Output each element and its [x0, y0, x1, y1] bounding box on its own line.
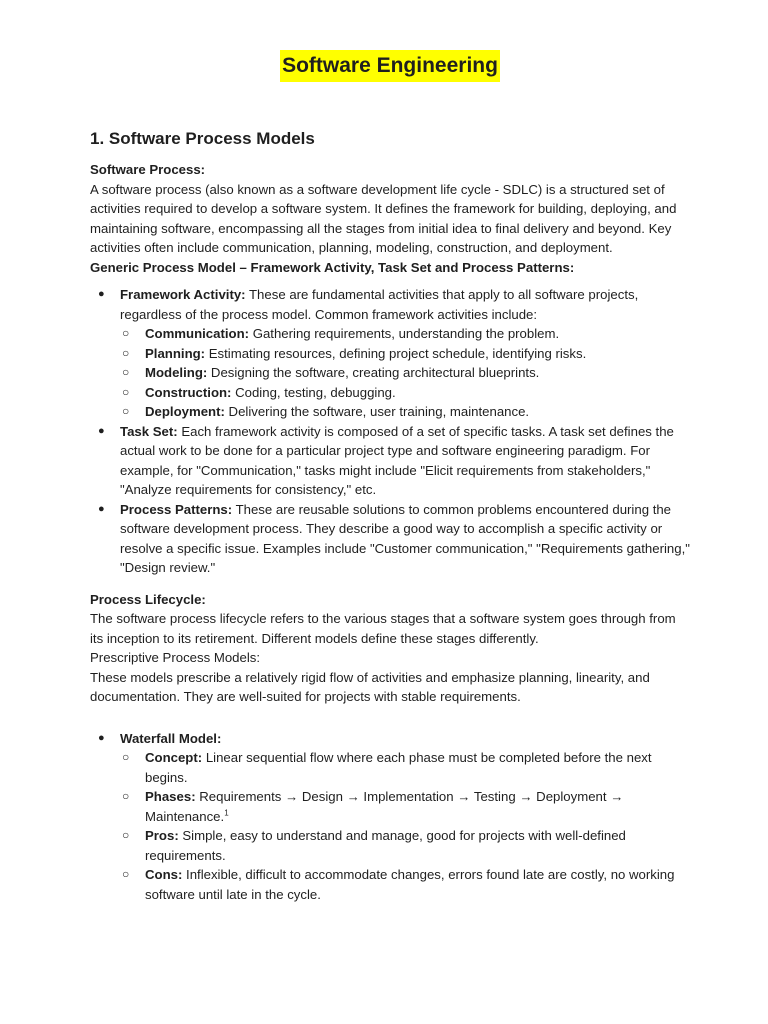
generic-model-label: Generic Process Model – Framework Activity, Task Set and Process Patterns:: [90, 259, 575, 275]
prescriptive-models-text: These models prescribe a relatively rigid flow of activities and emphasize planning, linearity, and documentation. They are well-suited for projects with stable requirements.: [90, 669, 650, 704]
hollow-bullet-icon: ○: [122, 404, 130, 418]
term: Concept:: [145, 750, 203, 765]
sublist-item: [120, 787, 690, 826]
term: Modeling:: [145, 365, 208, 380]
title-container: [90, 50, 690, 88]
software-process-text: A software process (also known as a software development life cycle - SDLC) is a structured set of activities required to develop a software system. It defines the framework for building, deploying, and maintaining software, encompassing all the stages from initial idea to final delivery and beyond. Key activities often include communication, planning, modeling, construction, and deployment.: [90, 181, 677, 255]
document-page: [90, 50, 690, 904]
definition: Linear sequential flow where each phase must be completed before the next begins.: [145, 750, 652, 785]
sublist-item: [120, 865, 690, 904]
generic-model-list: [90, 285, 690, 578]
definition: Gathering requirements, understanding the problem.: [249, 326, 560, 341]
definition: Inflexible, difficult to accommodate changes, errors found late are costly, no working software until late in the cycle.: [145, 867, 675, 902]
process-lifecycle-label: Process Lifecycle:: [90, 591, 206, 607]
sublist-item: [120, 324, 690, 344]
definition: Estimating resources, defining project schedule, identifying risks.: [205, 345, 587, 361]
hollow-bullet-icon: ○: [122, 750, 130, 764]
sublist-item: [120, 402, 690, 422]
models-list: [90, 729, 690, 905]
list-item-task-set: [90, 422, 690, 500]
definition: Each framework activity is composed of a set of specific tasks. A task set defines the actual work to be done for a particular project type and software engineering paradigm. For example, for "Communication," tasks might include "Elicit requirements from stakeholders," "Analyze requirements for consistency," etc.: [120, 423, 674, 497]
hollow-bullet-icon: ○: [122, 867, 130, 881]
list-item-framework-activity: [90, 285, 690, 422]
hollow-bullet-icon: ○: [122, 828, 130, 842]
sublist-item: [120, 363, 690, 383]
term: Deployment:: [145, 404, 225, 419]
page-title: Software Engineering: [280, 50, 500, 82]
bullet-icon: ●: [98, 288, 105, 300]
list-item-process-patterns: [90, 500, 690, 578]
term: Waterfall Model:: [120, 730, 222, 746]
term: Construction:: [145, 384, 232, 400]
definition: Designing the software, creating architectural blueprints.: [207, 365, 540, 380]
term: Planning:: [145, 345, 206, 361]
sublist-item: [120, 383, 690, 403]
definition: Requirements → Design → Implementation → Testing → Deployment → Maintenance.: [145, 789, 624, 824]
prescriptive-models-label: Prescriptive Process Models:: [90, 650, 261, 665]
definition: These are reusable solutions to common problems encountered during the software development process. They describe a good way to accomplish a specific activity or resolve a specific issue. Examples include "Customer communication," "Requirements gathering," "Design review.": [120, 501, 690, 575]
footnote-marker: 1: [224, 808, 229, 818]
waterfall-sublist: [120, 748, 690, 904]
list-item-waterfall: [90, 729, 690, 905]
definition: Delivering the software, user training, maintenance.: [224, 404, 530, 419]
sublist-item: [120, 748, 690, 787]
hollow-bullet-icon: ○: [122, 384, 130, 399]
software-process-label: Software Process:: [90, 162, 206, 177]
definition: Coding, testing, debugging.: [231, 384, 396, 400]
framework-sublist: [120, 324, 690, 422]
term: Process Patterns:: [120, 501, 233, 517]
term: Phases:: [145, 789, 196, 804]
term: Framework Activity:: [120, 287, 246, 302]
definition: These are fundamental activities that apply to all software projects, regardless of the process model. Common framework activities include:: [120, 287, 639, 322]
term: Pros:: [145, 828, 179, 843]
sublist-item: [120, 826, 690, 865]
term: Communication:: [145, 326, 250, 341]
process-lifecycle-text: The software process lifecycle refers to the various stages that a software system goes through from its inception to its retirement. Different models define these stages differently.: [90, 611, 676, 646]
definition: Simple, easy to understand and manage, good for projects with well-defined requirements.: [145, 828, 626, 863]
bullet-icon: ●: [98, 502, 105, 515]
term: Task Set:: [120, 423, 178, 439]
hollow-bullet-icon: ○: [122, 789, 130, 803]
term: Cons:: [145, 867, 183, 882]
section-heading: 1. Software Process Models: [90, 129, 315, 148]
bullet-icon: ●: [98, 731, 105, 744]
sublist-item: [120, 344, 690, 364]
hollow-bullet-icon: ○: [122, 365, 130, 379]
hollow-bullet-icon: ○: [122, 326, 130, 340]
bullet-icon: ●: [98, 424, 105, 437]
hollow-bullet-icon: ○: [122, 345, 130, 360]
